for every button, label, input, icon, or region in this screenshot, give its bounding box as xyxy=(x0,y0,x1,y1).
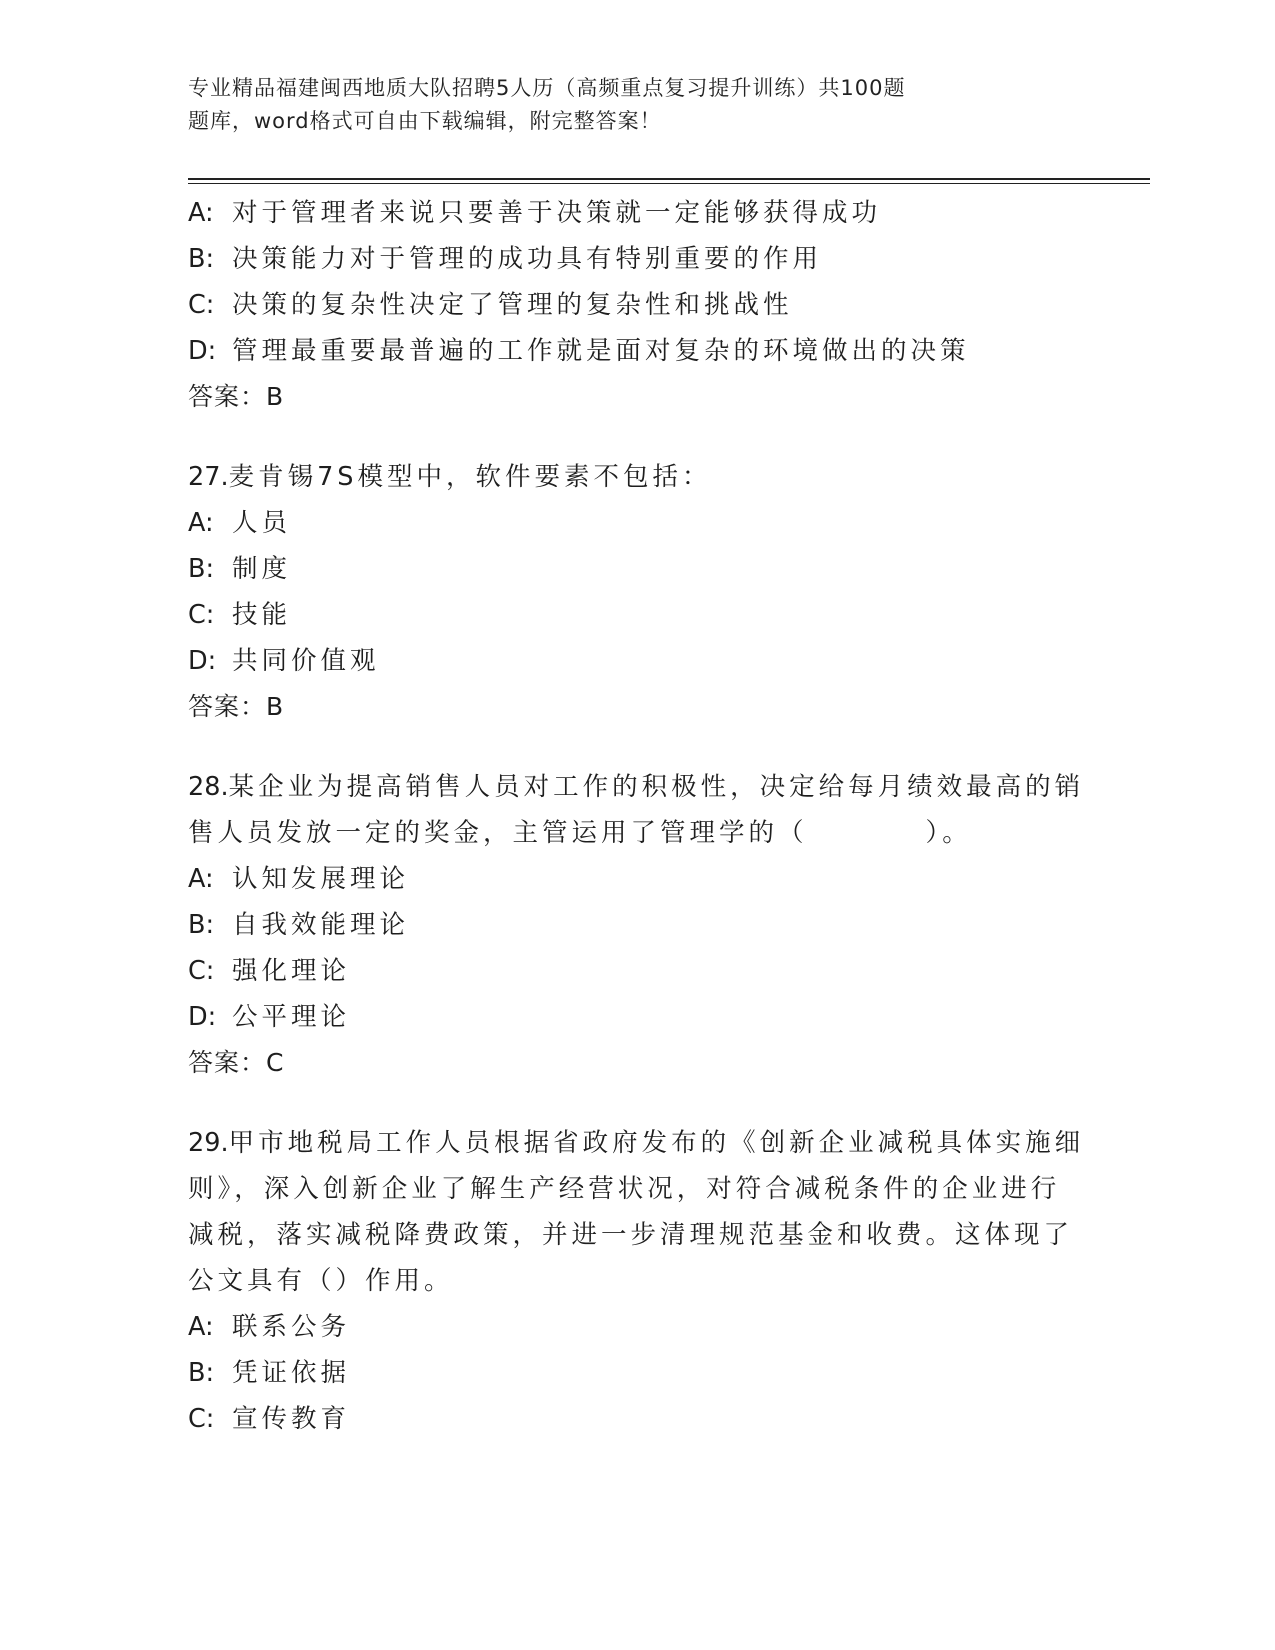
question-stem: 27.麦肯锡7S模型中，软件要素不包括： xyxy=(188,462,712,492)
option-d: D: 共同价值观 xyxy=(188,646,380,676)
answer-line: 答案：B xyxy=(188,382,285,411)
question-stem-continued: 减税，落实减税降费政策，并进一步清理规范基金和收费。这体现了 xyxy=(188,1220,1074,1250)
header-title-line-1: 专业精品福建闽西地质大队招聘5人历（高频重点复习提升训练）共100题 xyxy=(188,76,906,100)
option-b: B: 决策能力对于管理的成功具有特别重要的作用 xyxy=(188,244,823,274)
question-28-block xyxy=(188,764,1088,1086)
question-stem-continued: 公文具有（）作用。 xyxy=(188,1266,454,1296)
header-divider-thick xyxy=(188,178,1150,180)
document-header xyxy=(188,72,1018,138)
question-list xyxy=(188,190,1088,1442)
option-a: A: 对于管理者来说只要善于决策就一定能够获得成功 xyxy=(188,198,882,228)
question-29-block xyxy=(188,1120,1088,1442)
option-d: D: 公平理论 xyxy=(188,1002,351,1032)
question-number: 29. xyxy=(188,1128,229,1158)
option-a: A: 联系公务 xyxy=(188,1312,351,1342)
option-b: B: 凭证依据 xyxy=(188,1358,351,1388)
question-26-block xyxy=(188,190,1088,420)
question-number: 28. xyxy=(188,772,229,802)
answer-line: 答案：C xyxy=(188,1048,285,1077)
option-c: C: 决策的复杂性决定了管理的复杂性和挑战性 xyxy=(188,290,793,320)
answer-line: 答案：B xyxy=(188,692,285,721)
question-number: 27. xyxy=(188,462,229,492)
option-b: B: 制度 xyxy=(188,554,292,584)
question-stem-continued: 则》，深入创新企业了解生产经营状况，对符合减税条件的企业进行 xyxy=(188,1174,1061,1204)
option-b: B: 自我效能理论 xyxy=(188,910,410,940)
question-stem-continued: 售人员发放一定的奖金，主管运用了管理学的（ ）。 xyxy=(188,818,972,848)
question-stem: 29.甲市地税局工作人员根据省政府发布的《创新企业减税具体实施细 xyxy=(188,1128,1085,1158)
header-title-line-2: 题库，word格式可自由下载编辑，附完整答案！ xyxy=(188,109,662,133)
question-stem: 28.某企业为提高销售人员对工作的积极性，决定给每月绩效最高的销 xyxy=(188,772,1085,802)
option-d: D: 管理最重要最普遍的工作就是面对复杂的环境做出的决策 xyxy=(188,336,970,366)
question-27-block xyxy=(188,454,1088,730)
option-c: C: 技能 xyxy=(188,600,292,630)
option-c: C: 宣传教育 xyxy=(188,1404,351,1434)
option-a: A: 人员 xyxy=(188,508,292,538)
header-divider-thin xyxy=(188,183,1150,184)
option-a: A: 认知发展理论 xyxy=(188,864,410,894)
option-c: C: 强化理论 xyxy=(188,956,351,986)
